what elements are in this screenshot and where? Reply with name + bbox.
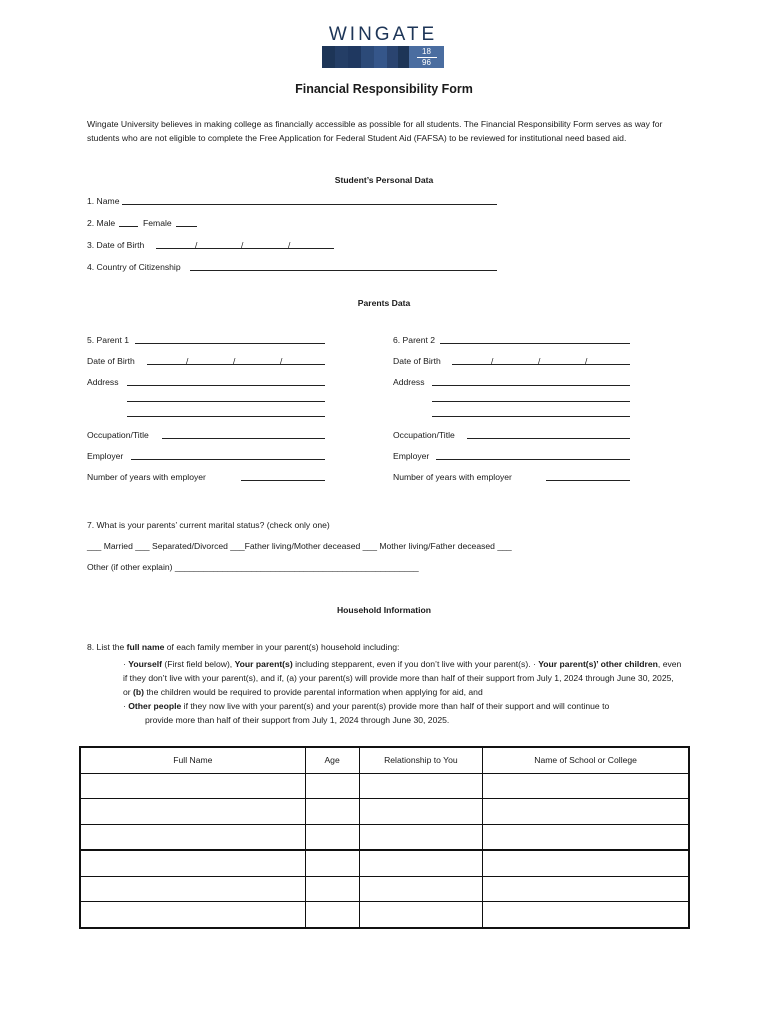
date-separator: / [195,240,198,250]
column-header: Age [305,747,359,773]
age-cell[interactable] [305,876,359,902]
age-cell[interactable] [305,799,359,825]
relationship-cell[interactable] [359,850,483,876]
parent2-years-label: Number of years with employer [393,472,512,482]
table-row [80,799,689,825]
logo-bar [322,46,444,68]
parent1-occupation-field[interactable] [162,438,325,439]
parent2-address-field[interactable] [432,401,630,402]
relationship-cell[interactable] [359,773,483,799]
parent1-years-label: Number of years with employer [87,472,206,482]
intro-paragraph: Wingate University believes in making college as financially accessible as possible for all students. The Financial Responsibility Form serves as way for students who are not eligible to complete the Free Application for Federal Student Aid (FAFSA) to be reviewed for institutional need based aid. [87,119,663,143]
full-name-cell[interactable] [80,902,305,928]
household-list-intro: 8. List the full name of each family member in your parent(s) household including: [87,642,400,652]
full-name-cell[interactable] [80,824,305,850]
age-cell[interactable] [305,773,359,799]
household-section-heading: Household Information [336,605,432,615]
table-header-row [80,747,689,773]
name-label: 1. Name [87,196,120,206]
form-title: Financial Responsibility Form [295,82,473,96]
parent2-label: 6. Parent 2 [393,335,436,345]
parent1-employer-field[interactable] [131,459,325,460]
school-cell[interactable] [483,876,689,902]
parents-section-heading: Parents Data [357,298,411,308]
school-cell[interactable] [483,824,689,850]
table-row [80,824,689,850]
parent1-address-field[interactable] [127,385,325,386]
parent1-occupation-label: Occupation/Title [87,430,149,440]
age-cell[interactable] [305,850,359,876]
full-name-cell[interactable] [80,850,305,876]
parent2-address-field[interactable] [432,416,630,417]
age-cell[interactable] [305,902,359,928]
marital-options[interactable]: ___ Married ___ Separated/Divorced ___Father living/Mother deceased ___ Mother living/Father deceased ___ [87,541,512,551]
date-separator: / [491,356,494,366]
date-separator: / [538,356,541,366]
table-row [80,876,689,902]
date-separator: / [186,356,189,366]
school-cell[interactable] [483,902,689,928]
age-cell[interactable] [305,824,359,850]
parent2-employer-field[interactable] [436,459,630,460]
female-checkbox[interactable] [176,226,197,227]
male-label: 2. Male [87,218,116,228]
date-separator: / [288,240,291,250]
parent1-label: 5. Parent 1 [87,335,130,345]
parent2-name-field[interactable] [440,343,630,344]
school-cell[interactable] [483,773,689,799]
male-checkbox[interactable] [119,226,138,227]
column-header: Relationship to You [359,747,483,773]
parent2-address-field[interactable] [432,385,630,386]
parent2-address-label: Address [393,377,425,387]
parent1-dob-field[interactable] [147,364,325,365]
parent2-dob-field[interactable] [452,364,630,365]
date-separator: / [233,356,236,366]
parent1-years-field[interactable] [241,480,325,481]
date-separator: / [241,240,244,250]
parent2-occupation-field[interactable] [467,438,630,439]
relationship-cell[interactable] [359,902,483,928]
marital-other[interactable]: Other (if other explain) ___________________________________________________ [87,562,419,572]
parent1-name-field[interactable] [135,343,325,344]
marital-question: 7. What is your parents’ current marital status? (check only one) [87,520,330,530]
household-instructions: · Yourself (First field below), Your parent(s) including stepparent, even if you don’t live with your parent(s). · Your parent(s)’ other children, even if they don’t live with your parent(s), and if, (a) your parent(s) will provide more than half of their support from July 1, 2024 through June 30, 2025, or (b) the children would be required to provide parental information when applying for aid, and · Other people if they now live with your parent(s) and your parent(s) provide more than half of their support and will continue to provide more than half of their support from July 1, 2024 through June 30, 2025. [123,659,682,725]
parent2-dob-label: Date of Birth [393,356,441,366]
parent1-employer-label: Employer [87,451,124,461]
date-separator: / [585,356,588,366]
parent2-occupation-label: Occupation/Title [393,430,455,440]
logo-wordmark: WINGATE [328,24,438,45]
parent1-address-field[interactable] [127,416,325,417]
parent2-years-field[interactable] [546,480,630,481]
column-header: Full Name [80,747,305,773]
dob-field[interactable] [156,248,334,249]
logo-year: 18 96 [409,47,444,67]
relationship-cell[interactable] [359,876,483,902]
table-row [80,850,689,876]
parent1-dob-label: Date of Birth [87,356,135,366]
parent1-address-field[interactable] [127,401,325,402]
table-row [80,902,689,928]
name-field[interactable] [122,204,497,205]
country-label: 4. Country of Citizenship [87,262,181,272]
parent1-address-label: Address [87,377,119,387]
country-field[interactable] [190,270,497,271]
full-name-cell[interactable] [80,799,305,825]
female-label: Female [143,218,172,228]
full-name-cell[interactable] [80,876,305,902]
full-name-cell[interactable] [80,773,305,799]
household-table [79,746,690,929]
dob-label: 3. Date of Birth [87,240,145,250]
table-row [80,773,689,799]
student-section-heading: Student’s Personal Data [334,175,434,185]
school-cell[interactable] [483,850,689,876]
relationship-cell[interactable] [359,824,483,850]
relationship-cell[interactable] [359,799,483,825]
date-separator: / [280,356,283,366]
column-header: Name of School or College [483,747,689,773]
school-cell[interactable] [483,799,689,825]
parent2-employer-label: Employer [393,451,430,461]
